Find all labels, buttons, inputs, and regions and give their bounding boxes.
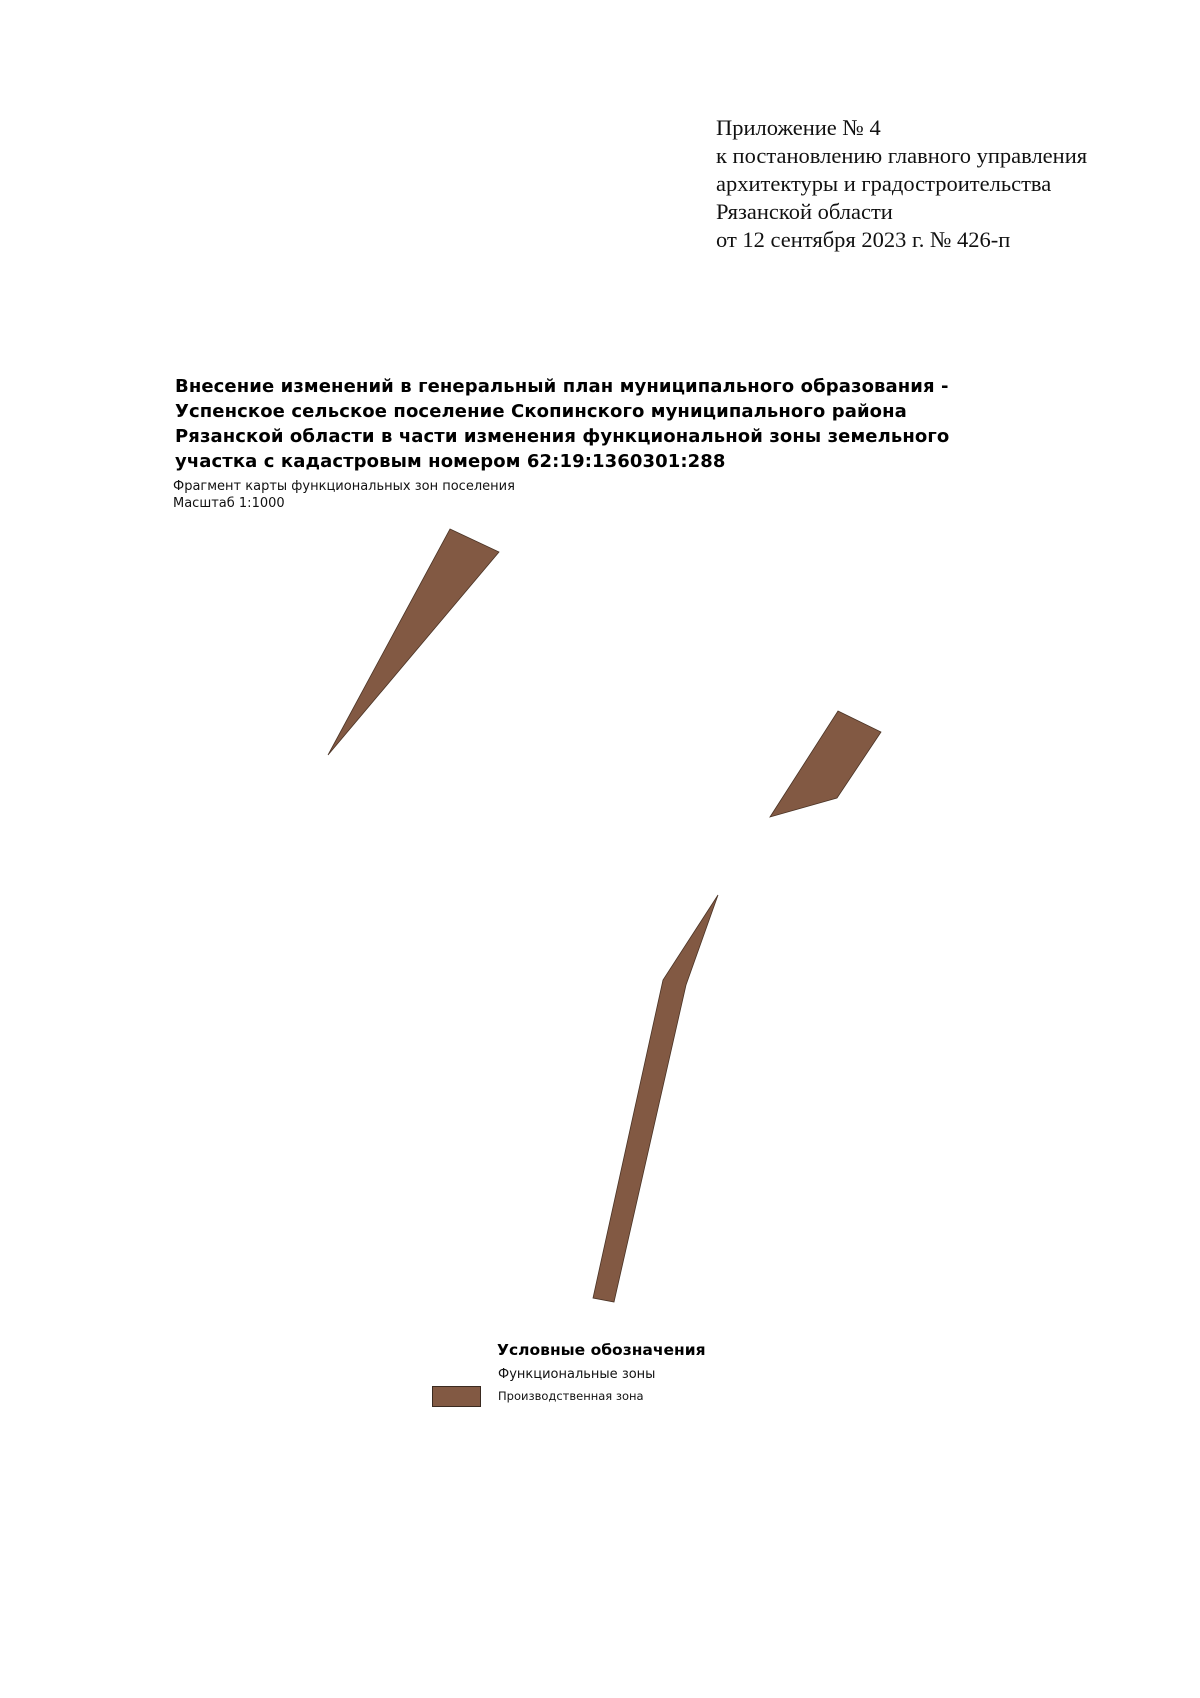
industrial-zone-polygon [593,895,718,1302]
map-fragment-label: Фрагмент карты функциональных зон поселения [173,479,515,494]
title-line: Успенское сельское поселение Скопинского муниципального района [175,401,907,422]
appendix-line: от 12 сентября 2023 г. № 426-п [716,227,1011,252]
industrial-zone-polygon [770,711,881,817]
legend-item-label: Производственная зона [498,1389,644,1403]
title-line: участка с кадастровым номером 62:19:1360301:288 [175,451,726,472]
appendix-line: архитектуры и градостроительства [716,171,1052,196]
legend-title: Условные обозначения [497,1341,706,1359]
appendix-line: Рязанской области [716,199,893,224]
legend-swatch-industrial-zone [432,1386,481,1407]
document-title [175,374,949,474]
industrial-zone-polygon [328,529,499,755]
map-scale-label: Масштаб 1:1000 [173,496,285,511]
title-line: Рязанской области в части изменения функциональной зоны земельного [175,426,950,447]
title-line: Внесение изменений в генеральный план муниципального образования - [175,376,949,397]
map-subtitle [173,478,515,512]
legend-group-label: Функциональные зоны [498,1367,656,1382]
appendix-line: Приложение № 4 [716,115,881,140]
appendix-header [716,114,1087,254]
appendix-line: к постановлению главного управления [716,143,1088,168]
